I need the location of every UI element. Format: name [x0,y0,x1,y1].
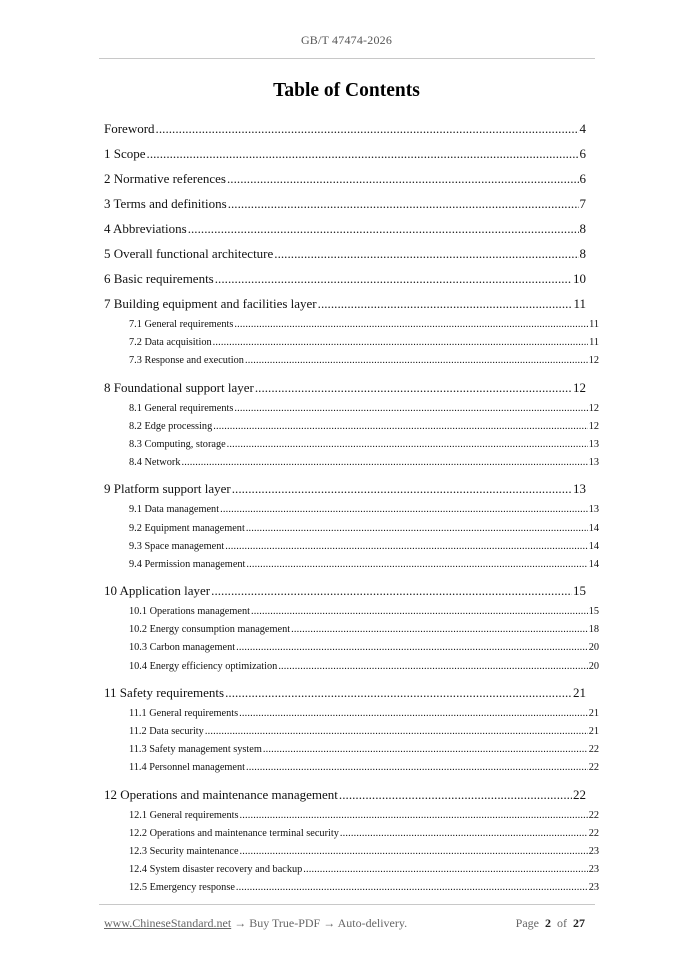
toc-subentry[interactable] [104,741,599,759]
toc-page-number: 10 [573,271,586,286]
toc-leader-dots [318,291,573,316]
page-of: of [557,916,567,930]
standard-code-header: GB/T 47474-2026 [300,33,393,47]
toc-subentry[interactable] [104,658,599,676]
toc-leader-dots [303,861,587,879]
toc-entry-label: 12.3 Security maintenance [129,845,239,857]
toc-leader-dots [215,266,572,291]
toc-subentry[interactable] [104,879,599,897]
toc-page-number: 7 [579,196,586,211]
toc-entry[interactable] [104,116,586,141]
toc-entry-label: 8 Foundational support layer [104,379,254,395]
toc-page-number: 23 [588,864,599,876]
toc-page-number: 15 [573,583,586,599]
toc-page-number: 22 [588,809,599,821]
toc-subentry[interactable] [104,316,599,334]
toc-subentry[interactable] [104,454,599,472]
toc-leader-dots [240,843,588,861]
toc-subentry[interactable] [104,639,599,657]
toc-entry[interactable] [104,375,586,400]
toc-entry-label: 11 Safety requirements [104,684,225,700]
toc-leader-dots [239,705,588,723]
toc-entry-label: 9 Platform support layer [104,481,231,497]
toc-entry[interactable] [104,141,586,166]
toc-entry-label: 10.2 Energy consumption management [129,624,291,636]
toc-subentry[interactable] [104,825,599,843]
toc-page-number: 23 [588,845,599,857]
site-link[interactable]: www.ChineseStandard.net [104,916,232,930]
toc-page-number: 12 [588,355,599,367]
toc-subentry[interactable] [104,705,599,723]
page-current: 2 [545,916,551,930]
toc-leader-dots [225,680,572,705]
toc-leader-dots [251,603,588,621]
toc-leader-dots [246,520,588,538]
toc-leader-dots [278,658,587,676]
toc-subentry[interactable] [104,807,599,825]
toc-page-number: 6 [579,171,586,186]
toc-leader-dots [263,741,588,759]
footer-divider [99,904,595,905]
toc-entry[interactable] [104,241,586,266]
toc-subentry[interactable] [104,843,599,861]
toc-page-number: 14 [588,558,599,570]
toc-page-number: 12 [588,420,599,432]
toc-page-number: 13 [588,457,599,469]
toc-page-number: 11 [589,319,599,330]
toc-leader-dots [236,879,588,897]
toc-subentry[interactable] [104,556,599,574]
toc-leader-dots [234,316,588,334]
toc-entry-label: 11.3 Safety management system [129,744,262,756]
toc-page-number: 12 [588,402,599,414]
toc-subentry[interactable] [104,759,599,777]
toc-leader-dots [274,241,578,266]
toc-entry-label: 9.3 Space management [129,540,225,552]
toc-leader-dots [156,116,579,141]
toc-page-number: 22 [588,827,599,839]
toc-entry-label: 12.5 Emergency response [129,882,235,894]
toc-subentry[interactable] [104,436,599,454]
toc-entry-label: 3 Terms and definitions [104,196,227,211]
toc-leader-dots [246,556,587,574]
toc-leader-dots [220,501,588,519]
toc-entry-label: 7 Building equipment and facilities layer [104,296,317,311]
toc-page-number: 6 [579,146,586,161]
toc-leader-dots [291,621,588,639]
toc-subentry[interactable] [104,352,599,370]
toc-leader-dots [339,782,572,807]
toc-entry-label: 7.1 General requirements [129,319,234,330]
toc-page-number: 15 [588,606,599,618]
toc-entry-label: 4 Abbreviations [104,221,187,236]
toc-entry-label: Foreword [104,121,155,136]
toc-entry-label: 9.1 Data management [129,504,220,516]
toc-entry-label: 1 Scope [104,146,146,161]
toc-entry[interactable] [104,291,586,316]
toc-page-number: 22 [588,744,599,756]
toc-entry-label: 8.3 Computing, storage [129,438,226,450]
toc-leader-dots [205,723,588,741]
toc-entry-label: 7.2 Data acquisition [129,337,212,349]
toc-entry-label: 10.1 Operations management [129,606,250,618]
toc-entry-label: 9.2 Equipment management [129,522,245,534]
toc-page-number: 21 [573,684,586,700]
toc-page-number: 8 [579,246,586,261]
toc-subentry[interactable] [104,861,599,879]
toc-page-number: 22 [588,762,599,774]
toc-page-number: 14 [588,522,599,534]
header-divider [99,58,595,59]
toc-leader-dots [181,454,587,472]
toc-entry[interactable] [104,191,586,216]
toc-page-number: 22 [573,786,586,802]
toc-page-number: 11 [589,337,599,349]
toc-entry[interactable] [104,216,586,241]
table-of-contents [104,116,599,898]
toc-subentry[interactable] [104,538,599,556]
toc-page-number: 4 [579,121,586,136]
toc-leader-dots [227,436,588,454]
promo-text: → Buy True-PDF → Auto-delivery. [234,916,408,930]
toc-leader-dots [213,334,588,352]
toc-page-number: 18 [588,624,599,636]
toc-entry[interactable] [104,782,586,807]
toc-entry[interactable] [104,476,586,501]
toc-subentry[interactable] [104,400,599,418]
toc-entry[interactable] [104,166,586,191]
toc-entry[interactable] [104,680,586,705]
toc-entry-label: 8.4 Network [129,457,181,469]
page-word: Page [515,916,539,930]
toc-entry-label: 11.2 Data security [129,726,204,737]
toc-subentry[interactable] [104,723,599,741]
toc-page-number: 20 [588,642,599,654]
toc-leader-dots [211,578,572,603]
toc-page-number: 13 [588,504,599,516]
page-title: Table of Contents [273,80,420,101]
toc-page-number: 13 [573,481,586,497]
toc-leader-dots [213,418,587,436]
toc-leader-dots [225,538,587,556]
toc-subentry[interactable] [104,621,599,639]
toc-leader-dots [234,400,587,418]
toc-entry-label: 11.4 Personnel management [129,762,246,774]
toc-entry-label: 12.4 System disaster recovery and backup [129,864,303,876]
footer-promo [104,916,407,931]
toc-page-number: 21 [588,726,599,737]
toc-leader-dots [228,191,579,216]
toc-entry-label: 12.1 General requirements [129,809,239,821]
toc-leader-dots [232,476,572,501]
toc-subentry[interactable] [104,418,599,436]
toc-entry[interactable] [104,578,586,603]
toc-page-number: 20 [588,660,599,672]
toc-leader-dots [246,759,588,777]
toc-entry-label: 6 Basic requirements [104,271,214,286]
toc-entry-label: 10.3 Carbon management [129,642,236,654]
page-footer [104,916,585,931]
toc-entry-label: 10 Application layer [104,583,211,599]
page-counter [516,916,585,931]
toc-entry[interactable] [104,266,586,291]
toc-leader-dots [240,807,588,825]
toc-leader-dots [147,141,579,166]
toc-entry-label: 7.3 Response and execution [129,355,244,367]
toc-leader-dots [227,166,579,191]
toc-subentry[interactable] [104,334,599,352]
toc-page-number: 8 [579,221,586,236]
toc-entry-label: 2 Normative references [104,171,226,186]
toc-entry-label: 8.2 Edge processing [129,420,213,432]
toc-page-number: 12 [573,379,586,395]
toc-leader-dots [340,825,588,843]
toc-entry-label: 8.1 General requirements [129,402,234,414]
toc-page-number: 23 [588,882,599,894]
toc-entry-label: 5 Overall functional architecture [104,246,274,261]
toc-leader-dots [255,375,572,400]
toc-entry-label: 10.4 Energy efficiency optimization [129,660,278,672]
toc-leader-dots [236,639,588,657]
toc-subentry[interactable] [104,501,599,519]
toc-page-number: 21 [588,707,599,719]
toc-page-number: 13 [588,438,599,450]
page-total: 27 [573,916,585,930]
toc-subentry[interactable] [104,603,599,621]
toc-leader-dots [188,216,579,241]
toc-entry-label: 9.4 Permission management [129,558,246,570]
toc-page-number: 11 [573,296,586,311]
toc-page-number: 14 [588,540,599,552]
toc-subentry[interactable] [104,520,599,538]
toc-entry-label: 11.1 General requirements [129,707,239,719]
toc-entry-label: 12 Operations and maintenance management [104,786,338,802]
toc-leader-dots [245,352,588,370]
toc-entry-label: 12.2 Operations and maintenance terminal security [129,827,339,839]
